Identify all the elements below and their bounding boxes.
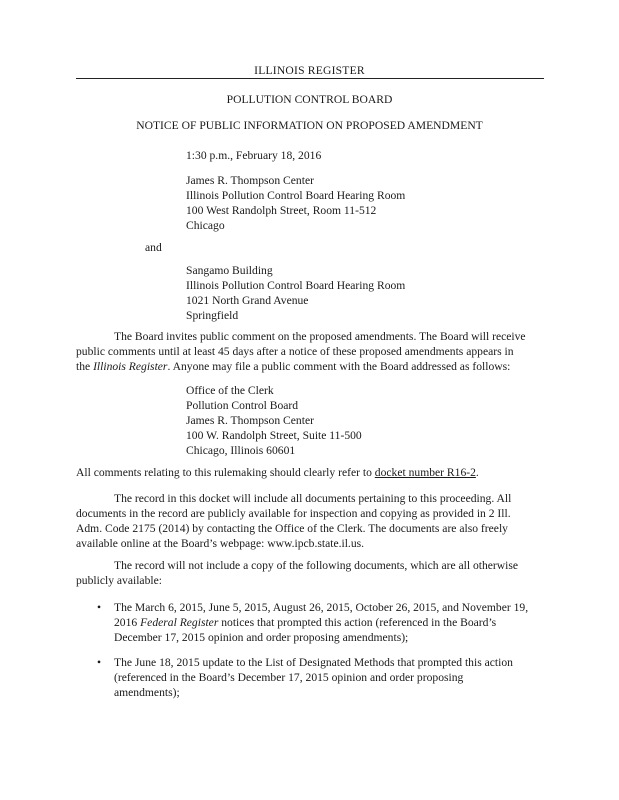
para-line: The record in this docket will include all documents pertaining to this proceeding. All <box>114 492 512 505</box>
para-text: All comments relating to this rulemaking should clearly refer to <box>76 466 375 479</box>
list-line: The March 6, 2015, June 5, 2015, August 26, 2015, October 26, 2015, and November 19, <box>114 601 529 614</box>
illinois-register-italic: Illinois Register <box>93 360 168 373</box>
exclusion-paragraph <box>76 558 546 588</box>
bullet-icon: • <box>96 601 102 614</box>
list-line: amendments); <box>114 686 180 699</box>
para-text: . <box>475 466 479 479</box>
list-line: December 17, 2015 opinion and order proposing amendments); <box>114 631 409 644</box>
hearing-location-2 <box>186 263 405 323</box>
para-line: Adm. Code 2175 (2014) by contacting the Office of the Clerk. The documents are also freely <box>76 522 508 535</box>
and-connector: and <box>145 241 162 254</box>
location-line: Illinois Pollution Control Board Hearing Room <box>186 279 406 292</box>
notice-title: NOTICE OF PUBLIC INFORMATION ON PROPOSED AMENDMENT <box>136 119 483 132</box>
address-line: James R. Thompson Center <box>186 414 314 427</box>
board-title: POLLUTION CONTROL BOARD <box>226 93 393 106</box>
federal-register-italic: Federal Register <box>140 616 219 629</box>
bullet-icon: • <box>96 656 102 669</box>
hearing-location-1 <box>186 173 405 233</box>
list-item <box>94 655 546 700</box>
list-line: The June 18, 2015 update to the List of Designated Methods that prompted this action <box>114 656 513 669</box>
para-line: publicly available: <box>76 574 162 587</box>
docket-number-link[interactable]: docket number R16-2 <box>374 466 476 479</box>
header-rule <box>76 78 544 79</box>
para-text: the <box>76 360 94 373</box>
hearing-time-text: 1:30 p.m., February 18, 2016 <box>186 149 322 162</box>
comment-paragraph <box>76 329 546 374</box>
location-line: Springfield <box>186 309 239 322</box>
docket-paragraph <box>76 465 546 480</box>
list-item <box>94 600 546 645</box>
address-line: Chicago, Illinois 60601 <box>186 444 296 457</box>
location-line: Chicago <box>186 219 225 232</box>
clerk-address <box>186 383 362 458</box>
address-line: Office of the Clerk <box>186 384 274 397</box>
list-line <box>114 615 546 630</box>
location-line: James R. Thompson Center <box>186 174 314 187</box>
address-line: 100 W. Randolph Street, Suite 11-500 <box>186 429 362 442</box>
para-line: documents in the record are publicly available for inspection and copying as provided in 2 Ill. <box>76 507 511 520</box>
record-paragraph <box>76 491 546 551</box>
address-line: Pollution Control Board <box>186 399 299 412</box>
para-line: available online at the Board’s webpage: www.ipcb.state.il.us. <box>76 537 365 550</box>
list-text: notices that prompted this action (referenced in the Board’s <box>218 616 497 629</box>
location-line: Sangamo Building <box>186 264 273 277</box>
location-line: 100 West Randolph Street, Room 11-512 <box>186 204 377 217</box>
para-line <box>76 465 546 480</box>
register-header: ILLINOIS REGISTER <box>254 64 365 77</box>
para-text: . Anyone may file a public comment with the Board addressed as follows: <box>167 360 511 373</box>
location-line: Illinois Pollution Control Board Hearing Room <box>186 189 406 202</box>
list-line: (referenced in the Board’s December 17, 2015 opinion and order proposing <box>114 671 464 684</box>
para-line: The record will not include a copy of the following documents, which are all otherwise <box>114 559 519 572</box>
hearing-time <box>186 148 321 163</box>
location-line: 1021 North Grand Avenue <box>186 294 309 307</box>
excluded-documents-list <box>94 600 546 700</box>
list-text: 2016 <box>114 616 141 629</box>
para-line <box>76 359 546 374</box>
para-line: public comments until at least 45 days after a notice of these proposed amendments appears in <box>76 345 514 358</box>
para-line: The Board invites public comment on the proposed amendments. The Board will receive <box>114 330 526 343</box>
